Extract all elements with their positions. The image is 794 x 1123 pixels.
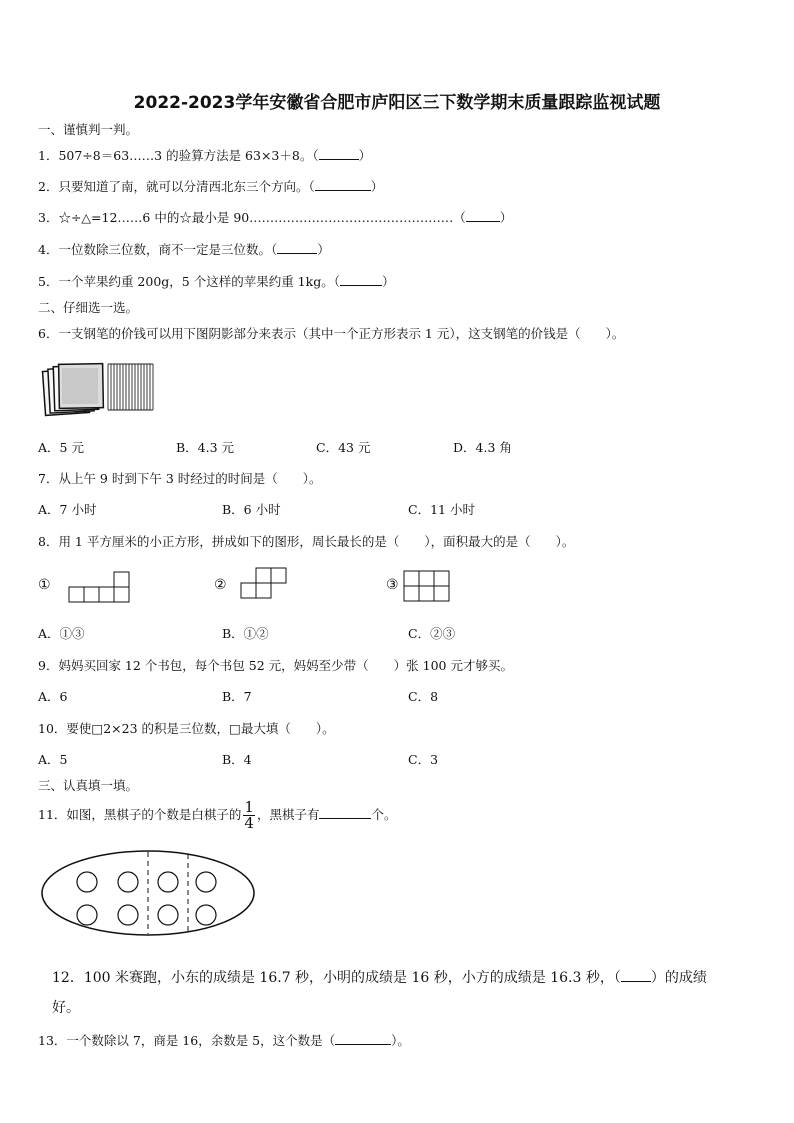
question-12-text-2: ）的成绩 [650,970,707,986]
question-11-text: 11．如图，黑棋子的个数是白棋子的 [38,807,242,822]
page-title: 2022-2023学年安徽省合肥市庐阳区三下数学期末质量跟踪监视试题 [133,93,661,113]
question-3-close: ） [499,210,513,225]
q8-option-c[interactable]: C．②③ [408,626,456,641]
q10-option-a[interactable]: A．5 [38,752,68,767]
q10-option-b[interactable]: B．4 [222,752,252,767]
question-10: 10．要使□2×23 的积是三位数，□最大填（ ）。 [38,721,335,736]
q9-option-a[interactable]: A．6 [38,689,68,704]
figure-label-2: ② [214,577,227,593]
question-3-text: 3．☆÷△=12……6 中的☆最小是 90.…………………………………………（ [38,210,466,225]
question-13-text: 13．一个数除以 7，商是 16，余数是 5，这个数是（ [38,1033,336,1048]
question-2 [38,177,383,195]
question-3 [38,208,512,226]
question-11-end: 个。 [371,807,397,822]
section-heading-choose: 二、仔细选一选。 [38,300,139,315]
question-1 [38,146,371,164]
question-12-text: 12．100 米赛跑，小东的成绩是 16.7 秒，小明的成绩是 16 秒，小方的成绩是 16.3 秒，（ [52,970,621,986]
shape-1 [68,571,132,605]
question-12 [52,967,707,987]
question-4 [38,240,330,258]
question-11-text-2: ，黑棋子有 [256,807,320,822]
q7-option-a[interactable]: A．7 小时 [38,502,97,517]
q7-option-c[interactable]: C．11 小时 [408,502,475,517]
chess-pieces-figure [40,848,258,940]
figure-label-3: ③ [386,577,399,593]
section-heading-fill: 三、认真填一填。 [38,778,139,793]
q9-option-c[interactable]: C．8 [408,689,439,704]
q6-option-a[interactable]: A．5 元 [38,440,84,455]
answer-blank[interactable] [621,981,651,982]
question-6: 6．一支钢笔的价钱可以用下图阴影部分来表示（其中一个正方形表示 1 元），这支钢笔的价钱是（ ）。 [38,326,625,341]
fraction-one-quarter [243,800,255,831]
question-4-close: ） [317,242,330,257]
section-heading-judge: 一、谨慎判一判。 [38,122,139,137]
q8-option-a[interactable]: A．①③ [38,626,85,641]
answer-blank[interactable] [319,818,371,819]
question-2-text: 2．只要知道了南，就可以分清西北东三个方向。（ [38,179,315,194]
question-11 [38,800,397,831]
question-1-text: 1．507÷8＝63……3 的验算方法是 63×3＋8。（ [38,148,319,163]
shape-2 [240,567,290,601]
question-8: 8．用 1 平方厘米的小正方形，拼成如下的图形，周长最长的是（ ），面积最大的是（ ）。 [38,534,575,549]
question-5 [38,272,394,290]
q8-option-b[interactable]: B．①② [222,626,269,641]
figure-label-1: ① [38,577,51,593]
q6-option-c[interactable]: C．43 元 [316,440,371,455]
question-4-text: 4．一位数除三位数，商不一定是三位数。（ [38,242,278,257]
q7-option-b[interactable]: B．6 小时 [222,502,281,517]
question-2-close: ） [370,179,384,194]
q6-option-d[interactable]: D．4.3 角 [453,440,512,455]
question-9: 9．妈妈买回家 12 个书包，每个书包 52 元，妈妈至少带（ ）张 100 元才够买。 [38,658,513,673]
q9-option-b[interactable]: B．7 [222,689,252,704]
question-5-text: 5．一个苹果约重 200g，5 个这样的苹果约重 1kg。（ [38,274,340,289]
fraction-denominator: 4 [244,814,254,832]
question-7: 7．从上午 9 时到下午 3 时经过的时间是（ ）。 [38,471,322,486]
question-13 [38,1031,410,1049]
question-13-end: ）。 [391,1033,410,1048]
fraction-numerator: 1 [244,798,254,816]
answer-blank[interactable] [335,1044,391,1045]
question-1-close: ） [358,148,372,163]
answer-blank[interactable] [466,221,500,222]
answer-blank[interactable] [319,159,359,160]
question-5-close: ） [381,274,395,289]
question-12-continued: 好。 [52,1000,80,1016]
shape-3 [403,570,453,604]
answer-blank[interactable] [340,285,382,286]
shaded-grid-figure [44,362,164,422]
answer-blank[interactable] [315,190,371,191]
answer-blank[interactable] [277,253,317,254]
q6-option-b[interactable]: B．4.3 元 [176,440,235,455]
q10-option-c[interactable]: C．3 [408,752,439,767]
